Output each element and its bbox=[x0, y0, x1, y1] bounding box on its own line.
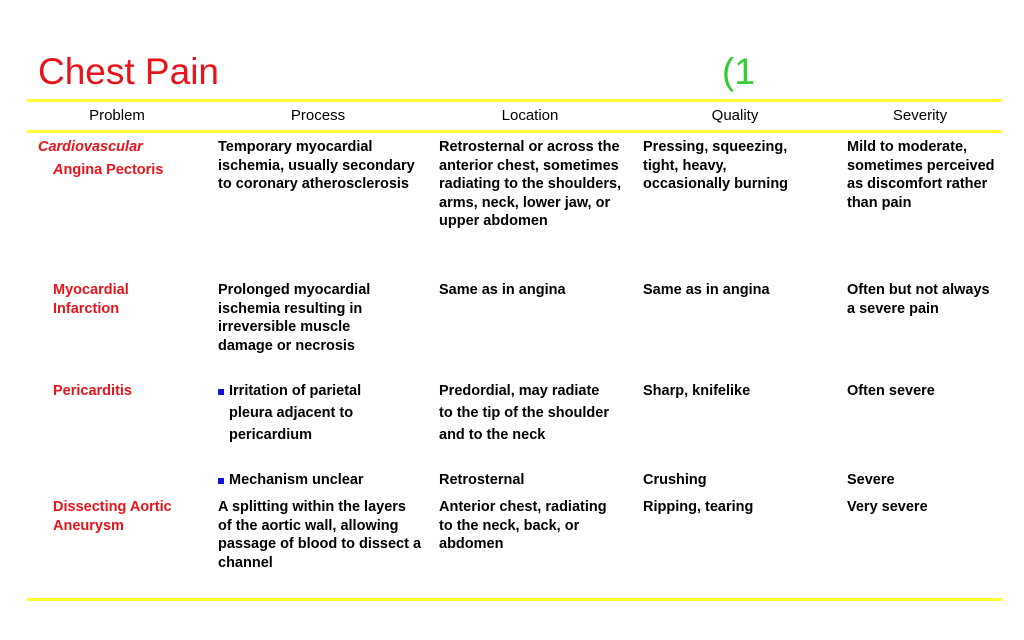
quality-pericarditis-1: Sharp, knifelike bbox=[643, 383, 751, 399]
process-angina: Temporary myocardial ischemia, usually secondary to coronary atherosclerosis bbox=[218, 139, 415, 193]
quality-aortic: Ripping, tearing bbox=[643, 499, 754, 515]
process-pericarditis-1: Irritation of parietal pleura adjacent to pericardium bbox=[229, 383, 362, 444]
column-header-problem: Problem bbox=[89, 107, 145, 124]
location-pericarditis-1: Predordial, may radiate to the tip of the shoulder and to the neck bbox=[439, 383, 609, 444]
location-aortic: Anterior chest, radiating to the neck, back, or abdomen bbox=[439, 499, 607, 553]
severity-pericarditis-2: Severe bbox=[847, 472, 895, 488]
severity-angina: Mild to moderate, sometimes perceived as discomfort rather than pain bbox=[847, 139, 995, 211]
problem-aortic: Dissecting Aortic Aneurysm bbox=[53, 499, 172, 534]
process-mi: Prolonged myocardial ischemia resulting in irreversible muscle damage or necrosis bbox=[218, 282, 371, 354]
column-header-location: Location bbox=[501, 107, 559, 124]
location-mi: Same as in angina bbox=[439, 282, 566, 298]
bullet-icon bbox=[218, 389, 224, 395]
problem-angina-initial: A bbox=[53, 162, 64, 178]
location-pericarditis-2: Retrosternal bbox=[439, 472, 525, 488]
column-header-process: Process bbox=[290, 107, 346, 124]
severity-mi: Often but not always a severe pain bbox=[847, 282, 990, 317]
problem-angina bbox=[53, 161, 163, 180]
bullet-icon bbox=[218, 478, 224, 484]
category-label: Cardiovascular bbox=[38, 139, 143, 155]
location-angina: Retrosternal or across the anterior chest, sometimes radiating to the shoulders, arms, neck, lower jaw, or upper abdomen bbox=[439, 139, 622, 230]
quality-pericarditis-2: Crushing bbox=[643, 472, 707, 488]
severity-pericarditis-1: Often severe bbox=[847, 383, 935, 399]
page-title: Chest Pain bbox=[38, 51, 219, 92]
table-bottom-rule bbox=[27, 598, 1002, 601]
problem-angina-rest: ngina Pectoris bbox=[63, 162, 164, 178]
column-header-quality: Quality bbox=[711, 107, 759, 124]
header-top-rule bbox=[27, 99, 1002, 102]
process-aortic: A splitting within the layers of the aortic wall, allowing passage of blood to dissect a channel bbox=[218, 499, 422, 571]
problem-pericarditis: Pericarditis bbox=[53, 383, 132, 399]
header-bottom-rule bbox=[27, 130, 1002, 133]
process-pericarditis-2: Mechanism unclear bbox=[229, 472, 364, 488]
column-header-severity: Severity bbox=[892, 107, 948, 124]
title-suffix: (1 bbox=[722, 51, 755, 92]
problem-mi: Myocardial Infarction bbox=[53, 282, 129, 317]
quality-angina: Pressing, squeezing, tight, heavy, occasionally burning bbox=[643, 139, 789, 193]
severity-aortic: Very severe bbox=[847, 499, 928, 515]
quality-mi: Same as in angina bbox=[643, 282, 770, 298]
